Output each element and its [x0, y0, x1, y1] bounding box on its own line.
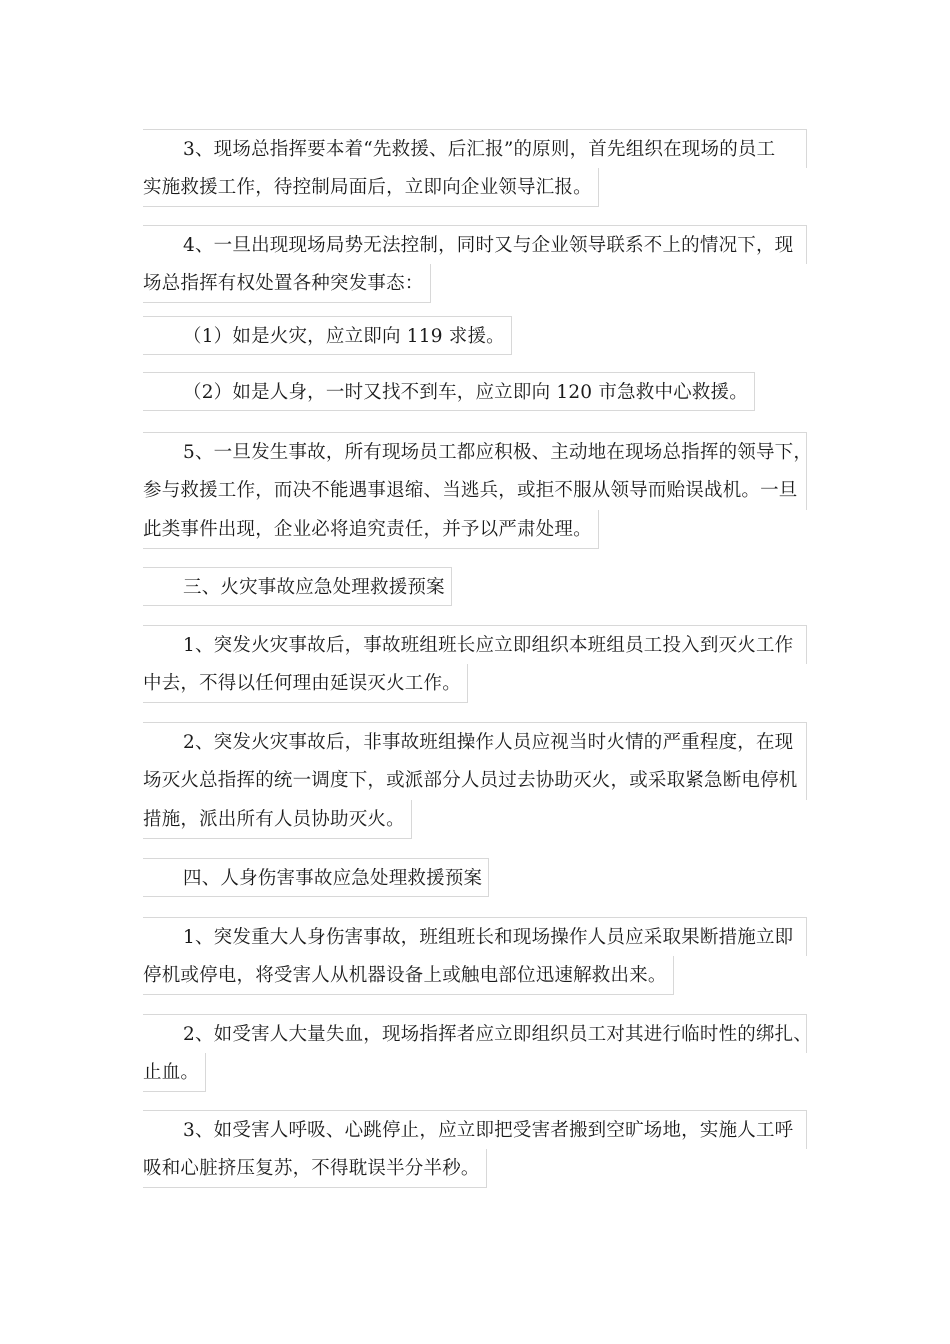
- text-line: 措施，派出所有人员协助灭火。: [143, 800, 412, 839]
- text-line: 场灭火总指挥的统一调度下，或派部分人员过去协助灭火，或采取紧急断电停机: [143, 761, 807, 800]
- section-heading-fire-plan: [143, 567, 809, 606]
- text-line: 场总指挥有权处置各种突发事态：: [143, 264, 431, 303]
- paragraph-injury-1-stop-machine: [143, 917, 809, 995]
- text-line: 实施救援工作，待控制局面后，立即向企业领导汇报。: [143, 168, 599, 207]
- text-line: 此类事件出现，企业必将追究责任，并予以严肃处理。: [143, 510, 599, 549]
- paragraph-injury-2-bleeding: [143, 1014, 813, 1092]
- paragraph-3-onsite-commander: [143, 129, 809, 207]
- text-line: 止血。: [143, 1053, 206, 1092]
- text-line: 5、一旦发生事故，所有现场员工都应积极、主动地在现场总指挥的领导下，: [143, 432, 807, 471]
- text-line: 3、如受害人呼吸、心跳停止，应立即把受害者搬到空旷场地，实施人工呼: [143, 1110, 807, 1149]
- paragraph-fire-2-other-operators: [143, 722, 809, 839]
- paragraph-5-accident-participation: [143, 432, 813, 549]
- text-line: 2、突发火灾事故后，非事故班组操作人员应视当时火情的严重程度，在现: [143, 722, 807, 761]
- section-heading: 三、火灾事故应急处理救援预案: [143, 567, 452, 606]
- text-line: 1、突发重大人身伤害事故，班组班长和现场操作人员应采取果断措施立即: [143, 917, 807, 956]
- text-line: 2、如受害人大量失血，现场指挥者应立即组织员工对其进行临时性的绑扎、: [143, 1014, 807, 1053]
- paragraph-fire-1-team-leader: [143, 625, 809, 703]
- item-1-fire-call-119: [143, 316, 809, 355]
- text-line: 停机或停电，将受害人从机器设备上或触电部位迅速解救出来。: [143, 956, 674, 995]
- paragraph-injury-3-cpr: [143, 1110, 809, 1188]
- paragraph-4-uncontrollable-situation: [143, 225, 809, 303]
- item-2-emergency-call-120: [143, 372, 809, 411]
- text-line: 参与救援工作，而决不能遇事退缩、当逃兵，或拒不服从领导而贻误战机。一旦: [143, 471, 807, 510]
- text-line: 中去，不得以任何理由延误灭火工作。: [143, 664, 468, 703]
- text-line: 3、现场总指挥要本着“先救援、后汇报”的原则，首先组织在现场的员工: [143, 129, 807, 168]
- text-line: 4、一旦出现现场局势无法控制，同时又与企业领导联系不上的情况下，现: [143, 225, 807, 264]
- section-heading: 四、人身伤害事故应急处理救援预案: [143, 858, 489, 897]
- text-line: （2）如是人身，一时又找不到车，应立即向 120 市急救中心救援。: [143, 372, 755, 411]
- text-line: （1）如是火灾，应立即向 119 求援。: [143, 316, 512, 355]
- text-line: 吸和心脏挤压复苏，不得耽误半分半秒。: [143, 1149, 487, 1188]
- section-heading-injury-plan: [143, 858, 809, 897]
- text-line: 1、突发火灾事故后，事故班组班长应立即组织本班组员工投入到灭火工作: [143, 625, 807, 664]
